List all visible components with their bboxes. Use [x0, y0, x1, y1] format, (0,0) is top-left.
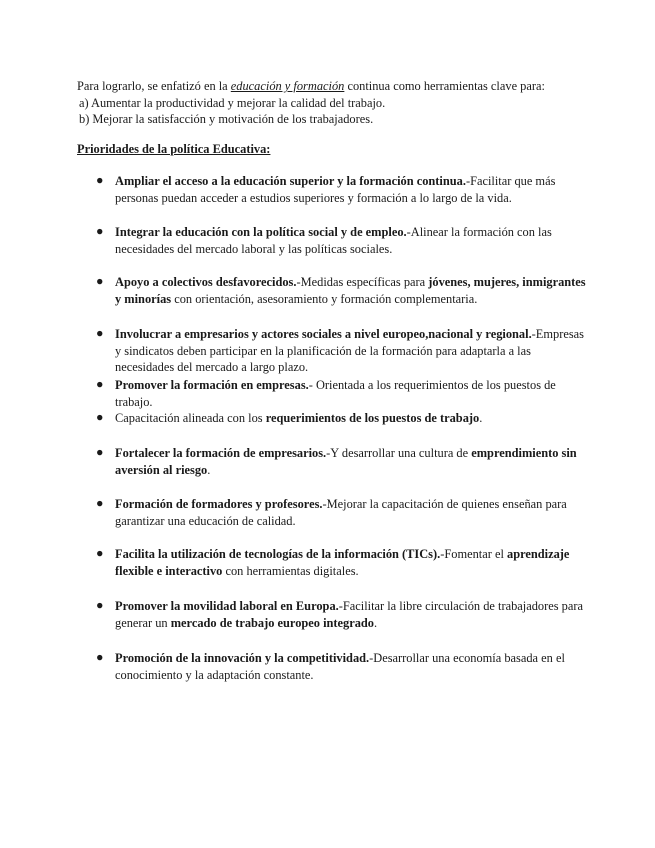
list-item: [96, 598, 586, 631]
list-item: [96, 224, 586, 257]
item-title: Formación de formadores y profesores.: [115, 497, 323, 511]
item-title: Promoción de la innovación y la competitividad.: [115, 651, 370, 665]
intro-post: continua como herramientas clave para:: [344, 79, 545, 93]
list-item: [96, 377, 586, 410]
bullet-icon: ●: [96, 445, 104, 459]
item-title: Promover la movilidad laboral en Europa.: [115, 599, 339, 613]
item-emphasis: requerimientos de los puestos de trabajo: [265, 411, 480, 425]
bullet-icon: ●: [96, 173, 104, 187]
section-heading: Prioridades de la política Educativa:: [77, 142, 271, 156]
item-text-tail: con herramientas digitales.: [222, 563, 359, 578]
intro-point-a: a) Aumentar la productividad y mejorar la calidad del trabajo.: [79, 96, 386, 110]
item-title: Apoyo a colectivos desfavorecidos.: [115, 275, 297, 289]
bullet-icon: ●: [96, 650, 104, 664]
intro-pre: Para lograrlo, se enfatizó en la: [77, 79, 231, 93]
bullet-icon: ●: [96, 274, 104, 288]
item-title: Facilita la utilización de tecnologías de la información (TICs).: [115, 547, 441, 561]
item-text: -Y desarrollar una cultura de: [326, 446, 472, 460]
bullet-icon: ●: [96, 410, 104, 424]
item-text: -Fomentar el: [440, 547, 507, 561]
item-text: -Mejorar la capacitación de quienes enseñan para garantizar una educación de calidad.: [115, 497, 567, 528]
item-title: Involucrar a empresarios y actores sociales a nivel europeo,nacional y regional.: [115, 327, 532, 341]
bullet-icon: ●: [96, 598, 104, 612]
item-text-tail: .: [479, 411, 483, 425]
item-emphasis: emprendimiento sin aversión al riesgo: [115, 446, 577, 477]
intro-paragraph: [77, 78, 545, 95]
list-item: [96, 326, 586, 376]
item-text: -Medidas específicas para: [296, 275, 429, 289]
list-item: [96, 650, 586, 683]
bullet-icon: ●: [96, 377, 104, 391]
list-item: [96, 445, 586, 478]
bullet-icon: ●: [96, 496, 104, 510]
bullet-icon: ●: [96, 546, 104, 560]
list-item: [96, 546, 586, 579]
list-item: [96, 410, 586, 427]
item-emphasis: jóvenes, mujeres, inmigrantes y minorías: [115, 275, 586, 306]
item-text-tail: .: [374, 615, 378, 630]
item-title: Ampliar el acceso a la educación superior y la formación continua.: [115, 174, 466, 188]
item-emphasis: aprendizaje flexible e interactivo: [115, 547, 570, 578]
intro-point-b: b) Mejorar la satisfacción y motivación de los trabajadores.: [79, 112, 374, 126]
item-text-tail: .: [207, 462, 211, 477]
item-text: -Alinear la formación con las necesidades del mercado laboral y las políticas sociales.: [115, 225, 552, 256]
list-item: [96, 173, 586, 206]
item-text-tail: con orientación, asesoramiento y formación complementaria.: [171, 291, 478, 306]
item-title: Promover la formación en empresas.: [115, 378, 309, 392]
bullet-icon: ●: [96, 224, 104, 238]
item-text: -Desarrollar una economía basada en el conocimiento y la adaptación constante.: [115, 651, 565, 682]
bullet-icon: ●: [96, 326, 104, 340]
item-title: Fortalecer la formación de empresarios.: [115, 446, 327, 460]
list-item: [96, 496, 586, 529]
item-text: -Facilitar la libre circulación de trabajadores para generar un: [115, 599, 583, 630]
item-title: Integrar la educación con la política social y de empleo.: [115, 225, 407, 239]
item-text: -Empresas y sindicatos deben participar en la planificación de la formación para adaptarla a las necesidades del mercado a largo plazo.: [115, 327, 584, 374]
item-text: Capacitación alineada con los: [115, 411, 266, 425]
item-text: -Facilitar que más personas puedan acceder a estudios superiores y formación a lo largo de la vida.: [115, 174, 556, 205]
intro-emphasis-link[interactable]: educación y formación: [230, 79, 345, 93]
list-item: [96, 274, 586, 307]
item-emphasis: mercado de trabajo europeo integrado: [170, 615, 375, 630]
item-text: - Orientada a los requerimientos de los puestos de trabajo.: [115, 378, 556, 409]
